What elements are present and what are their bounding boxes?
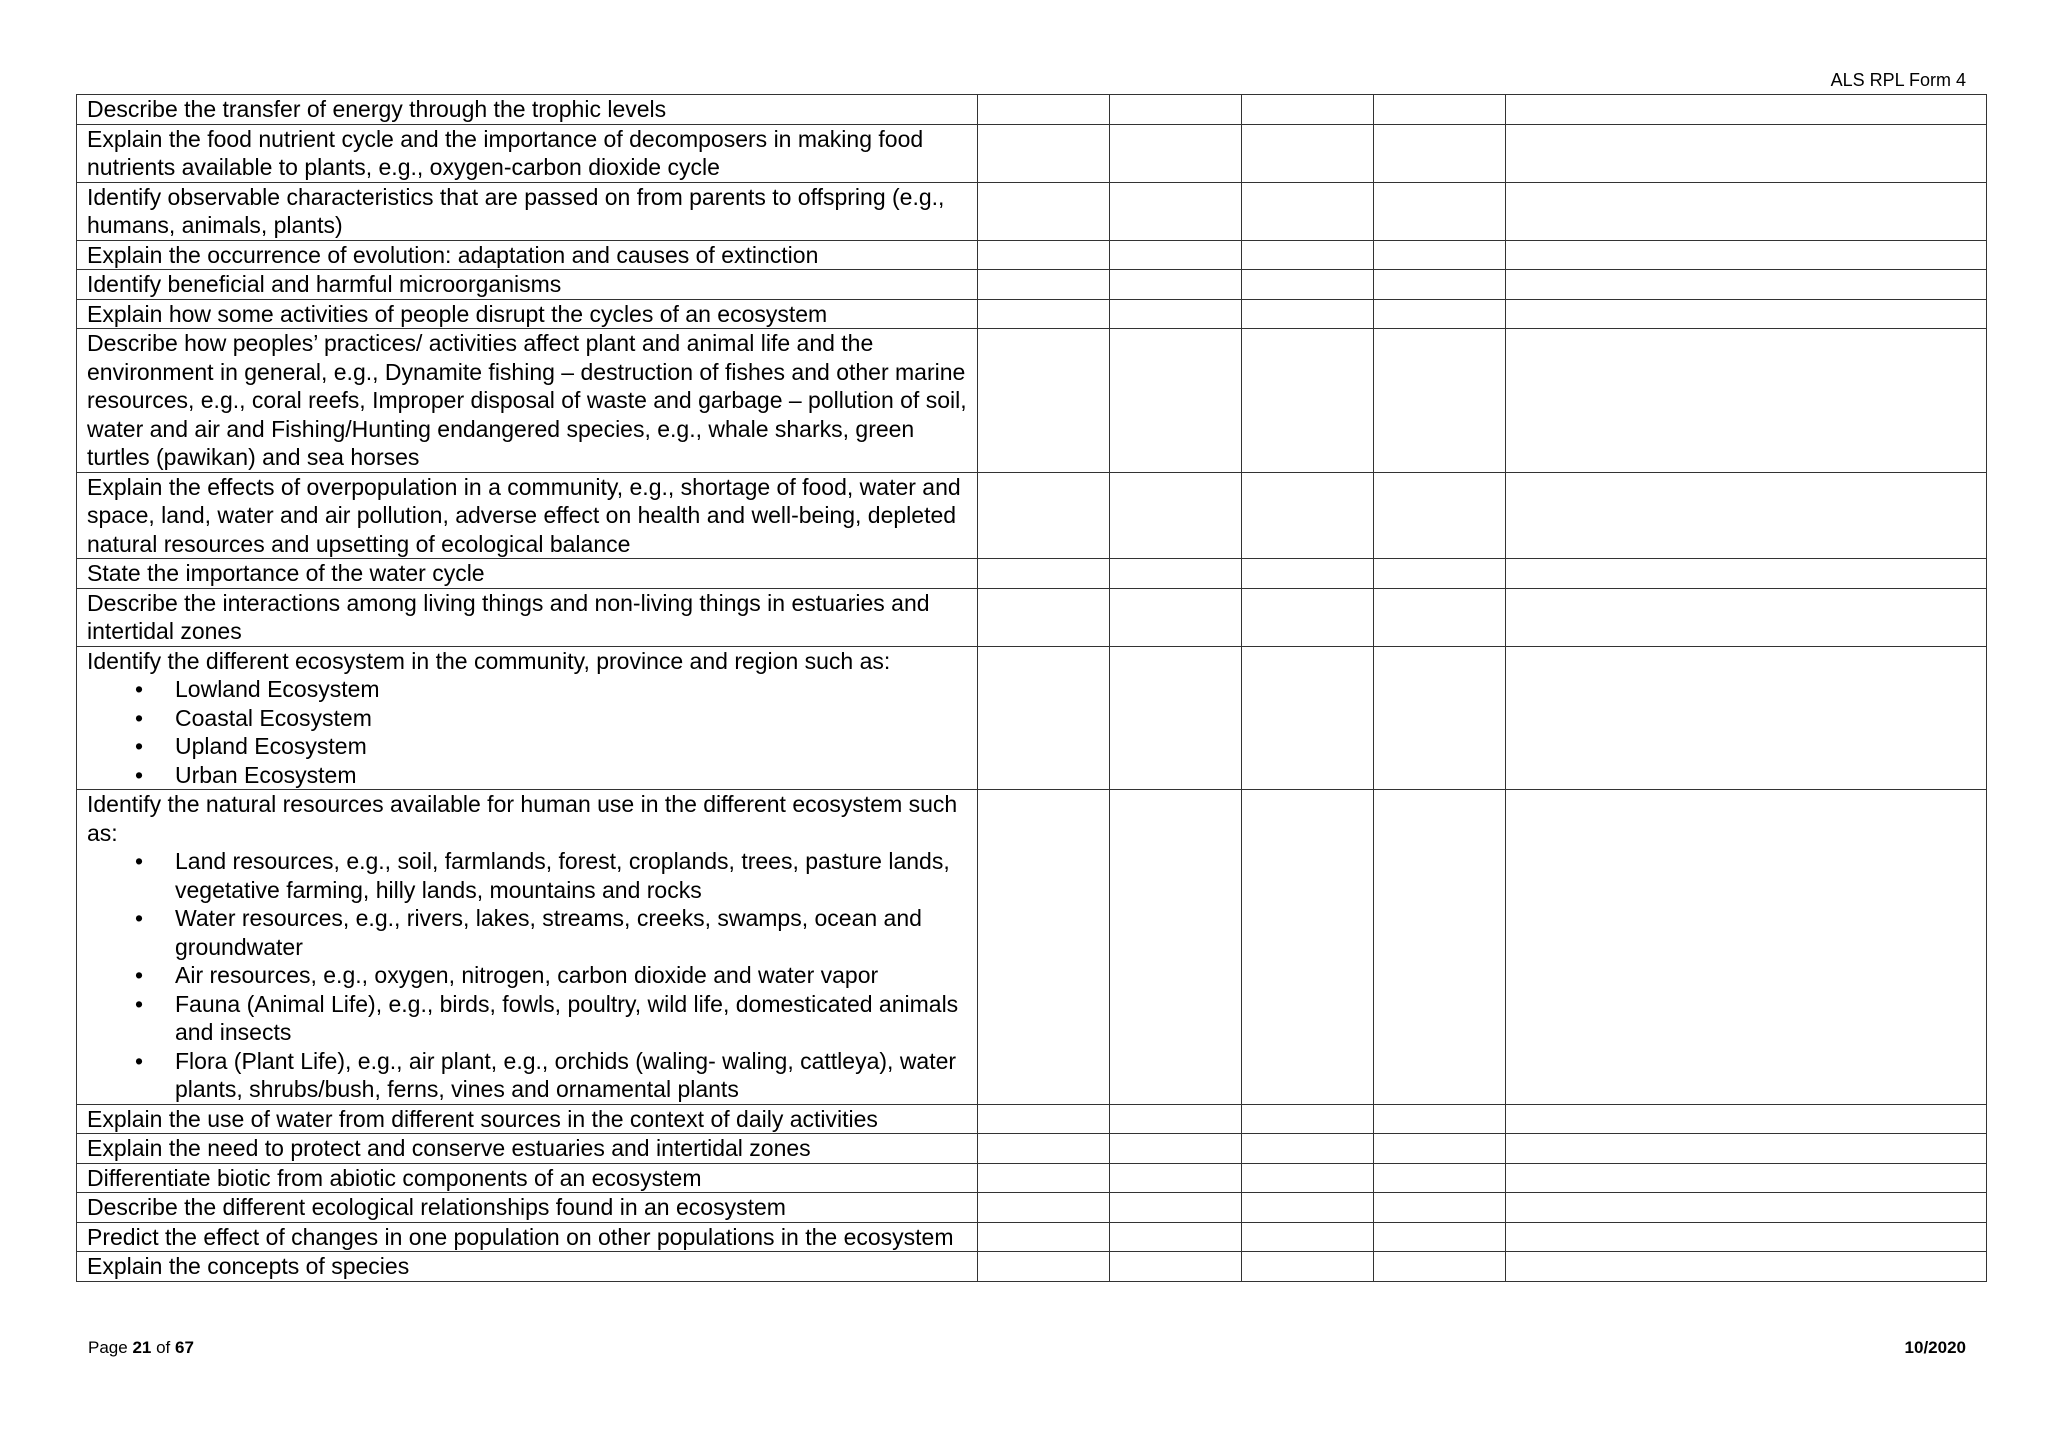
blank-cell [1242,1222,1374,1252]
blank-cell [1506,182,1987,240]
competency-cell [77,1134,978,1164]
table-row [77,646,1987,790]
table-row [77,270,1987,300]
table-row [77,1163,1987,1193]
table-row [77,240,1987,270]
blank-cell [978,588,1110,646]
blank-cell [1110,329,1242,473]
blank-cell [1110,1134,1242,1164]
blank-cell [1506,124,1987,182]
blank-cell [978,1193,1110,1223]
blank-cell [1110,472,1242,559]
competency-text: Explain the effects of overpopulation in a community, e.g., shortage of food, water and space, land, water and air pollution, adverse effect on health and well-being, depleted natural resources and upsetting of ecological balance [87,473,961,557]
blank-cell [978,329,1110,473]
competency-text: Explain the occurrence of evolution: adaptation and causes of extinction [87,241,819,268]
table-row [77,124,1987,182]
blank-cell [1506,270,1987,300]
bullet-item: • Coastal Ecosystem [175,704,967,733]
bullet-item: • Lowland Ecosystem [175,675,967,704]
competency-cell [77,299,978,329]
blank-cell [978,1163,1110,1193]
blank-cell [1374,240,1506,270]
competency-cell [77,124,978,182]
table-body [77,95,1987,1282]
blank-cell [1506,240,1987,270]
competency-cell [77,95,978,125]
blank-cell [1242,240,1374,270]
blank-cell [1242,588,1374,646]
competency-cell [77,588,978,646]
competency-text: Identify the natural resources available for human use in the different ecosystem such as: [87,791,958,846]
blank-cell [1110,1104,1242,1134]
blank-cell [978,240,1110,270]
competency-cell [77,1222,978,1252]
blank-cell [1242,790,1374,1105]
competency-text: State the importance of the water cycle [87,560,485,586]
table-row [77,1193,1987,1223]
blank-cell [978,270,1110,300]
blank-cell [1506,1134,1987,1164]
blank-cell [1242,1104,1374,1134]
table-row [77,329,1987,473]
blank-cell [1110,182,1242,240]
page-total: 67 [175,1338,194,1357]
blank-cell [1110,299,1242,329]
blank-cell [1506,790,1987,1105]
competency-cell [77,182,978,240]
table-row [77,1104,1987,1134]
blank-cell [1110,559,1242,589]
blank-cell [1110,95,1242,125]
blank-cell [1110,1252,1242,1282]
blank-cell [978,646,1110,790]
blank-cell [1110,588,1242,646]
blank-cell [1242,1134,1374,1164]
blank-cell [1506,329,1987,473]
blank-cell [978,1104,1110,1134]
blank-cell [978,1134,1110,1164]
blank-cell [1374,1252,1506,1282]
table-row [77,182,1987,240]
page-word: Page [88,1338,128,1357]
blank-cell [1110,1222,1242,1252]
form-label: ALS RPL Form 4 [1830,70,1966,90]
competency-text: Explain the need to protect and conserve estuaries and intertidal zones [87,1135,811,1161]
competency-cell [77,329,978,473]
competency-text: Describe how peoples’ practices/ activities affect plant and animal life and the environment in general, e.g., Dynamite fishing – destruction of fishes and other marine resources, e.g., coral reefs, Improper disposal of waste and garbage – pollution of soil, water and air and Fishing/Hunting endangered species, e.g., whale sharks, green turtles (pawikan) and sea horses [87,330,967,470]
of-word: of [156,1338,171,1357]
table-row [77,588,1987,646]
competency-text: Explain the use of water from different sources in the context of daily activities [87,1105,878,1132]
blank-cell [1110,124,1242,182]
competency-cell [77,240,978,270]
competency-cell [77,790,978,1105]
competency-cell [77,1104,978,1134]
bullet-item: • Air resources, e.g., oxygen, nitrogen, carbon dioxide and water vapor [175,961,967,990]
bullet-item: • Urban Ecosystem [175,761,967,790]
blank-cell [1506,1222,1987,1252]
revision-date: 10/2020 [1904,1338,1966,1357]
competency-cell [77,559,978,589]
blank-cell [1110,646,1242,790]
competency-table [76,94,1987,1282]
competency-text: Explain how some activities of people disrupt the cycles of an ecosystem [87,300,828,327]
blank-cell [1506,472,1987,559]
blank-cell [1110,240,1242,270]
competency-text: Explain the food nutrient cycle and the importance of decomposers in making food nutrients available to plants, e.g., oxygen-carbon dioxide cycle [87,125,924,180]
table-row [77,790,1987,1105]
competency-text: Identify observable characteristics that are passed on from parents to offspring (e.g., humans, animals, plants) [87,183,945,238]
table-row [77,1252,1987,1282]
blank-cell [1110,790,1242,1105]
bullet-list [87,675,967,789]
blank-cell [1242,1163,1374,1193]
blank-cell [1506,95,1987,125]
blank-cell [1110,270,1242,300]
blank-cell [1506,1163,1987,1193]
blank-cell [1242,559,1374,589]
page-number [88,1338,194,1358]
table-row [77,95,1987,125]
competency-text: Differentiate biotic from abiotic components of an ecosystem [87,1164,702,1191]
competency-cell [77,1252,978,1282]
competency-cell [77,1193,978,1223]
blank-cell [1374,124,1506,182]
bullet-item: • Water resources, e.g., rivers, lakes, streams, creeks, swamps, ocean and groundwater [175,904,967,961]
blank-cell [1242,329,1374,473]
blank-cell [978,472,1110,559]
bullet-list [87,847,967,1104]
blank-cell [1374,559,1506,589]
blank-cell [1374,299,1506,329]
blank-cell [978,95,1110,125]
competency-text: Describe the different ecological relationships found in an ecosystem [87,1194,786,1220]
table-row [77,1222,1987,1252]
page-current: 21 [132,1338,152,1357]
competency-text: Identify the different ecosystem in the community, province and region such as: [87,647,891,674]
competency-text: Predict the effect of changes in one population on other populations in the ecosystem [87,1223,954,1250]
table-row [77,559,1987,589]
blank-cell [1242,124,1374,182]
bullet-item: • Flora (Plant Life), e.g., air plant, e.g., orchids (waling- waling, cattleya), water plants, shrubs/bush, ferns, vines and ornamental plants [175,1047,967,1104]
blank-cell [1374,182,1506,240]
blank-cell [1242,182,1374,240]
competency-cell [77,270,978,300]
blank-cell [978,790,1110,1105]
blank-cell [1506,299,1987,329]
blank-cell [1374,329,1506,473]
table-row [77,299,1987,329]
competency-text: Identify beneficial and harmful microorganisms [87,271,562,297]
competency-text: Explain the concepts of species [87,1253,410,1279]
blank-cell [1506,646,1987,790]
blank-cell [1242,95,1374,125]
blank-cell [978,124,1110,182]
bullet-item: • Fauna (Animal Life), e.g., birds, fowls, poultry, wild life, domesticated animals and insects [175,990,967,1047]
blank-cell [1506,1193,1987,1223]
competency-cell [77,1163,978,1193]
bullet-item: • Upland Ecosystem [175,732,967,761]
blank-cell [1242,472,1374,559]
blank-cell [1374,790,1506,1105]
blank-cell [1242,646,1374,790]
competency-text: Describe the transfer of energy through the trophic levels [87,96,667,122]
blank-cell [1242,1193,1374,1223]
competency-cell [77,646,978,790]
blank-cell [1374,270,1506,300]
blank-cell [1374,588,1506,646]
blank-cell [1506,1104,1987,1134]
blank-cell [1374,646,1506,790]
blank-cell [1242,299,1374,329]
blank-cell [1242,1252,1374,1282]
blank-cell [978,299,1110,329]
bullet-item: • Land resources, e.g., soil, farmlands, forest, croplands, trees, pasture lands, vegetative farming, hilly lands, mountains and rocks [175,847,967,904]
blank-cell [1374,1163,1506,1193]
blank-cell [1374,1134,1506,1164]
blank-cell [1374,1104,1506,1134]
competency-cell [77,472,978,559]
blank-cell [978,182,1110,240]
blank-cell [1506,1252,1987,1282]
blank-cell [1374,1222,1506,1252]
blank-cell [978,1252,1110,1282]
blank-cell [1506,559,1987,589]
competency-text: Describe the interactions among living things and non-living things in estuaries and intertidal zones [87,589,930,644]
blank-cell [1506,588,1987,646]
blank-cell [1374,1193,1506,1223]
blank-cell [978,559,1110,589]
table-row [77,472,1987,559]
table-row [77,1134,1987,1164]
blank-cell [1242,270,1374,300]
blank-cell [1110,1193,1242,1223]
blank-cell [1374,472,1506,559]
blank-cell [978,1222,1110,1252]
blank-cell [1110,1163,1242,1193]
blank-cell [1374,95,1506,125]
